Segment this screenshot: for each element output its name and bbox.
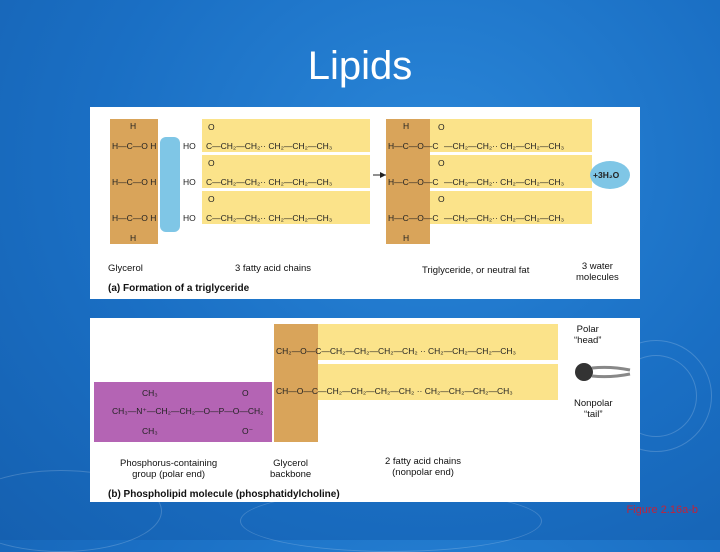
figure-panel-b <box>90 318 640 502</box>
ho-label: HO <box>183 213 196 223</box>
triglyceride-diagram <box>90 107 640 299</box>
water-formula: +3H₂O <box>593 170 620 180</box>
label-nonpolar-tail: Nonpolar “tail” <box>574 398 613 420</box>
glycerol-top-h: H <box>130 121 137 131</box>
choline-top: CH₃ <box>142 388 158 398</box>
label-backbone: Glycerol backbone <box>270 458 312 480</box>
glycerol-row: H—C—O H <box>112 213 157 223</box>
carbonyl-o: O <box>208 122 215 132</box>
label-triglyceride: Triglyceride, or neutral fat <box>422 265 530 276</box>
caption-a: (a) Formation of a triglyceride <box>108 283 250 294</box>
tri-carbonyl-o: O <box>438 122 445 132</box>
label-glycerol: Glycerol <box>108 263 143 274</box>
water-block <box>160 137 180 232</box>
glycerol-row: H—C—O H <box>112 177 157 187</box>
glycerol-row: H—C—O H <box>112 141 157 151</box>
figure-panel-a <box>90 107 640 299</box>
label-water: 3 water molecules <box>576 261 619 283</box>
phosphate-top-o: O <box>242 388 249 398</box>
nonpolar-tail-icon <box>592 367 630 376</box>
label-chains: 2 fatty acid chains (nonpolar end) <box>385 456 462 478</box>
label-polar-head: Polar “head” <box>574 324 602 346</box>
choline-mid: CH₃—N⁺—CH₂—CH₂—O—P—O—CH₂ <box>112 406 264 416</box>
tri-ester-link: H—C—O—C <box>388 213 439 223</box>
tri-glycerol-top-h: H <box>403 121 410 131</box>
phosphate-bottom-o: O⁻ <box>242 426 254 436</box>
slide-title: Lipids <box>307 44 413 88</box>
chain-2: CH—O—C—CH₂—CH₂—CH₂—CH₂ ·· CH₂—CH₂—CH₂—CH₃ <box>276 386 513 396</box>
ho-label: HO <box>183 177 196 187</box>
backbone-block <box>274 324 318 442</box>
carbonyl-o: O <box>208 158 215 168</box>
label-phosphate: Phosphorus-containing group (polar end) <box>120 458 218 480</box>
tri-ester-link: H—C—O—C <box>388 141 439 151</box>
carbonyl-o: O <box>208 194 215 204</box>
fatty-acid-chain: C—CH₂—CH₂·· CH₂—CH₂—CH₃ <box>206 213 333 223</box>
label-fatty-acids: 3 fatty acid chains <box>235 263 312 274</box>
tri-glycerol-bottom-h: H <box>403 233 410 243</box>
tri-chain: —CH₂—CH₂·· CH₂—CH₂—CH₃ <box>444 141 565 151</box>
fatty-acid-chain: C—CH₂—CH₂·· CH₂—CH₂—CH₃ <box>206 141 333 151</box>
tri-carbonyl-o: O <box>438 158 445 168</box>
glycerol-bottom-h: H <box>130 233 137 243</box>
tri-chain: —CH₂—CH₂·· CH₂—CH₂—CH₃ <box>444 213 565 223</box>
tri-ester-link: H—C—O—C <box>388 177 439 187</box>
choline-bottom: CH₃ <box>142 426 158 436</box>
tri-carbonyl-o: O <box>438 194 445 204</box>
polar-head-icon <box>575 363 593 381</box>
tri-chain: —CH₂—CH₂·· CH₂—CH₂—CH₃ <box>444 177 565 187</box>
fatty-acid-chain: C—CH₂—CH₂·· CH₂—CH₂—CH₃ <box>206 177 333 187</box>
caption-b: (b) Phospholipid molecule (phosphatidylcholine) <box>108 489 340 500</box>
chain-1: CH₂—O—C—CH₂—CH₂—CH₂—CH₂ ·· CH₂—CH₂—CH₂—CH₃ <box>276 346 516 356</box>
figure-reference: Figure 2.16a-b <box>626 504 698 516</box>
ho-label: HO <box>183 141 196 151</box>
